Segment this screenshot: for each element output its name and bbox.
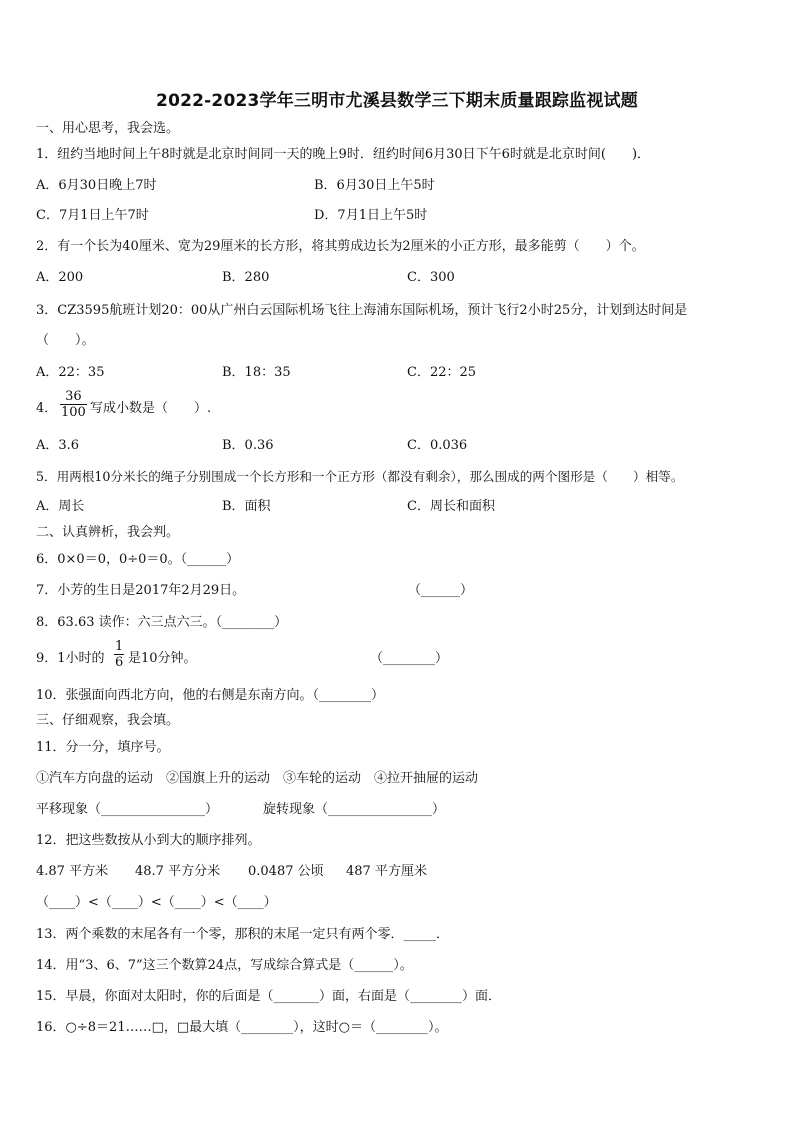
question-4-option-c[interactable]: C．0.036 bbox=[407, 438, 468, 453]
question-3-option-a[interactable]: A．22：35 bbox=[36, 365, 105, 380]
question-3-option-c[interactable]: C．22：25 bbox=[407, 365, 477, 380]
question-4-prefix: 4． bbox=[36, 401, 58, 416]
fraction-numerator: 1 bbox=[115, 639, 124, 654]
question-2-option-b[interactable]: B．280 bbox=[222, 270, 270, 285]
question-12-stem: 12．把这些数按从小到大的顺序排列。 bbox=[36, 833, 261, 848]
question-2-option-c[interactable]: C．300 bbox=[407, 270, 455, 285]
question-11-stem: 11．分一分，填序号。 bbox=[36, 740, 170, 755]
question-6: 6．0×0＝0，0÷0＝0。（______） bbox=[36, 552, 240, 567]
question-8: 8．63.63 读作：六三点六三。（________） bbox=[36, 615, 288, 630]
question-16: 16．○÷8＝21……□，□最大填（________），这时○＝（________）。 bbox=[36, 1020, 448, 1035]
question-4-option-a[interactable]: A．3.6 bbox=[36, 438, 80, 453]
question-15: 15．早晨，你面对太阳时，你的后面是（_______）面，右面是（________）面． bbox=[36, 989, 502, 1004]
question-2-option-a[interactable]: A．200 bbox=[36, 270, 84, 285]
question-10: 10．张强面向西北方向，他的右侧是东南方向。（________） bbox=[36, 688, 385, 703]
question-2-stem: 2．有一个长为40厘米、宽为29厘米的长方形，将其剪成边长为2厘米的小正方形，最多能剪（ ）个。 bbox=[36, 239, 645, 254]
question-14: 14．用“3、6、7”这三个数算24点，写成综合算式是（______）。 bbox=[36, 958, 413, 973]
question-1-option-a[interactable]: A．6月30日晚上7时 bbox=[36, 178, 157, 193]
question-13: 13．两个乘数的末尾各有一个零，那积的末尾一定只有两个零．_____． bbox=[36, 927, 450, 942]
question-5-option-b[interactable]: B．面积 bbox=[222, 499, 271, 514]
section-3-heading: 三、仔细观察，我会填。 bbox=[36, 713, 180, 728]
question-1-option-d[interactable]: D．7月1日上午5时 bbox=[314, 208, 428, 223]
question-3-stem-continued: （ ）。 bbox=[36, 333, 95, 348]
question-4-option-b[interactable]: B．0.36 bbox=[222, 438, 274, 453]
question-4-stem: 写成小数是（ ）. bbox=[90, 401, 212, 416]
section-2-heading: 二、认真辨析，我会判。 bbox=[36, 525, 180, 540]
question-4-fraction bbox=[60, 389, 87, 420]
page-title: 2022-2023学年三明市尤溪县数学三下期末质量跟踪监视试题 bbox=[156, 91, 638, 111]
question-5-option-c[interactable]: C．周长和面积 bbox=[407, 499, 495, 514]
question-9-prefix: 9．1小时的 bbox=[36, 651, 105, 666]
question-12-number-2: 48.7 平方分米 bbox=[135, 864, 221, 879]
question-11-rotation-blank[interactable]: 旋转现象（________________） bbox=[263, 802, 446, 817]
section-1-heading: 一、用心思考，我会选。 bbox=[36, 121, 180, 136]
question-3-stem: 3．CZ3595航班计划20：00从广州白云国际机场飞往上海浦东国际机场，预计飞行2小时25分，计划到达时间是 bbox=[36, 303, 688, 318]
question-12-number-1: 4.87 平方米 bbox=[36, 864, 109, 879]
question-11-translation-blank[interactable]: 平移现象（________________） bbox=[36, 802, 219, 817]
question-1-option-c[interactable]: C．7月1日上午7时 bbox=[36, 208, 149, 223]
question-3-option-b[interactable]: B．18：35 bbox=[222, 365, 291, 380]
fraction-denominator: 100 bbox=[61, 405, 86, 420]
question-5-option-a[interactable]: A．周长 bbox=[36, 499, 85, 514]
fraction-denominator: 6 bbox=[115, 655, 124, 670]
question-1-stem: 1．纽约当地时间上午8时就是北京时间同一天的晚上9时．纽约时间6月30日下午6时就是北京时间( )． bbox=[36, 147, 651, 162]
question-11-items: ①汽车方向盘的运动 ②国旗上升的运动 ③车轮的运动 ④拉开抽屉的运动 bbox=[36, 771, 479, 786]
question-5-stem: 5．用两根10分米长的绳子分别围成一个长方形和一个正方形（都没有剩余），那么围成的两个图形是（ ）相等。 bbox=[36, 469, 684, 484]
question-9-fraction bbox=[114, 639, 124, 670]
question-9-stem: 是10分钟。 bbox=[128, 651, 197, 666]
question-1-option-b[interactable]: B．6月30日上午5时 bbox=[314, 178, 435, 193]
question-12-number-4: 487 平方厘米 bbox=[346, 864, 427, 879]
question-12-number-3: 0.0487 公顷 bbox=[248, 864, 324, 879]
question-7-stem: 7．小芳的生日是2017年2月29日。 bbox=[36, 583, 246, 598]
fraction-numerator: 36 bbox=[65, 389, 82, 404]
question-9-answer-blank[interactable]: （________） bbox=[370, 651, 449, 666]
question-12-order-blanks[interactable]: （____）<（____）<（____）<（____） bbox=[36, 895, 277, 910]
question-7-answer-blank[interactable]: （______） bbox=[408, 583, 474, 598]
